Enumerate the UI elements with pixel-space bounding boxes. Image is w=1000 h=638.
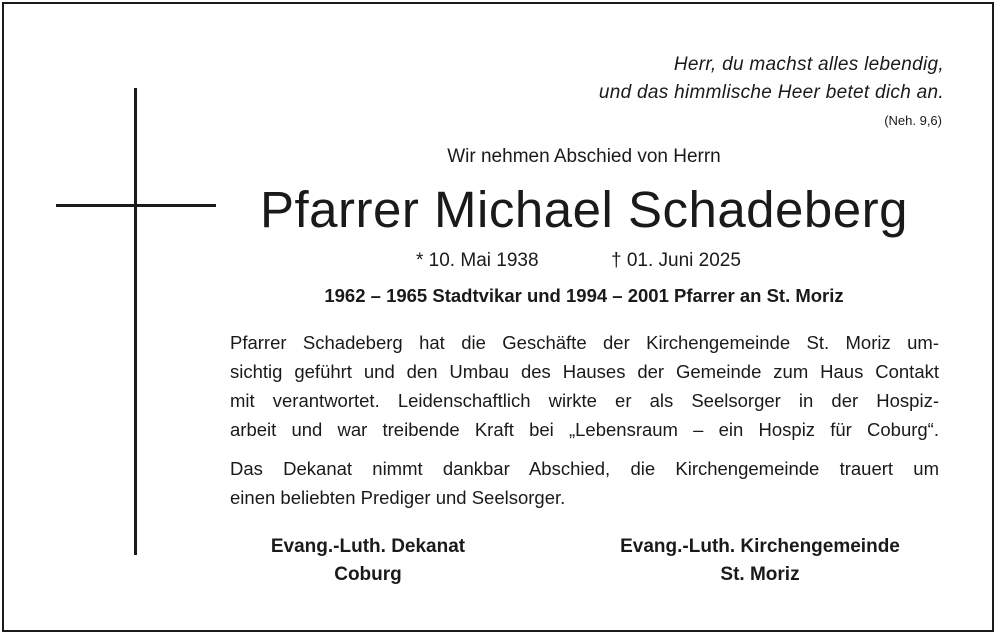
signature-line-1: Evang.-Luth. Dekanat — [270, 536, 466, 557]
paragraph-line: Pfarrer Schadeberg hat die Geschäfte der Kirchengemeinde St. Moriz um- — [230, 332, 939, 353]
deceased-name: Pfarrer Michael Schadeberg — [260, 181, 908, 238]
verse-line-2: und das himmlische Heer betet dich an. — [598, 82, 944, 103]
signature-line-2: St. Moriz — [720, 564, 800, 585]
paragraph-farewell — [230, 454, 939, 512]
paragraph-line: mit verantwortet. Leidenschaftlich wirkte er als Seelsorger in der Hospiz- — [230, 390, 939, 411]
intro-text: Wir nehmen Abschied von Herrn — [447, 146, 721, 167]
signature-line-2: Coburg — [334, 564, 402, 585]
verse-line-1: Herr, du machst alles lebendig, — [673, 54, 944, 75]
paragraph-line: sichtig geführt und den Umbau des Hauses der Gemeinde zum Haus Contakt — [230, 361, 939, 382]
signature-kirchengemeinde — [580, 533, 940, 589]
cross-vertical-bar — [134, 88, 137, 555]
service-line: 1962 – 1965 Stadtvikar und 1994 – 2001 Pfarrer an St. Moriz — [324, 285, 844, 306]
signature-line-1: Evang.-Luth. Kirchengemeinde — [620, 536, 900, 557]
signature-dekanat — [228, 533, 508, 589]
paragraph-line: einen beliebten Prediger und Seelsorger. — [230, 487, 566, 508]
death-date: † 01. Juni 2025 — [611, 250, 741, 271]
paragraph-line: Das Dekanat nimmt dankbar Abschied, die Kirchengemeinde trauert um — [230, 458, 939, 479]
paragraph-line: arbeit und war treibende Kraft bei „Lebensraum – ein Hospiz für Coburg“. — [230, 419, 939, 440]
verse-reference: (Neh. 9,6) — [884, 113, 942, 128]
cross-horizontal-bar — [56, 204, 216, 207]
paragraph-tribute — [230, 328, 939, 444]
birth-date: * 10. Mai 1938 — [416, 250, 539, 271]
